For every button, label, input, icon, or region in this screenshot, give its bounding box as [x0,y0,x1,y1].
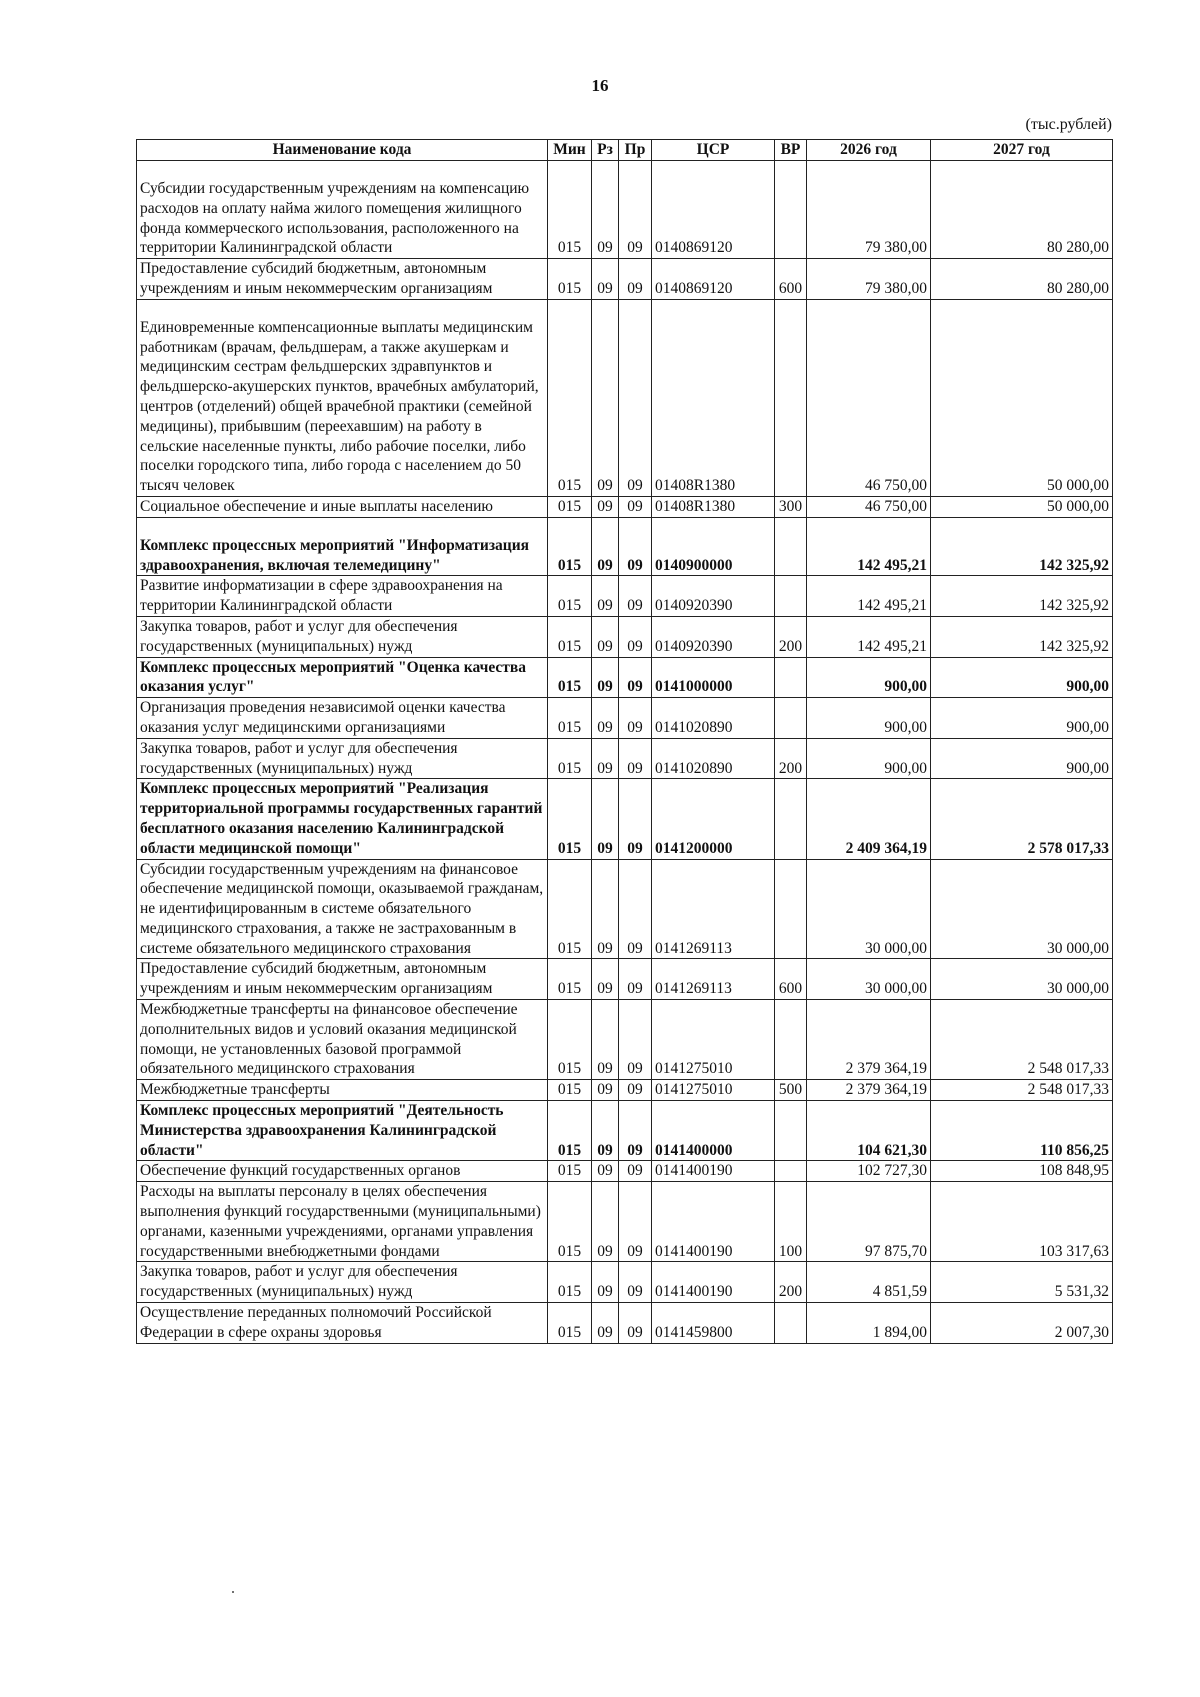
row-2026: 30 000,00 [807,859,931,959]
row-2027: 2 007,30 [931,1303,1113,1344]
row-min: 015 [548,1161,592,1182]
row-csr: 0141459800 [652,1303,775,1344]
row-csr: 0141400190 [652,1182,775,1262]
row-name: Расходы на выплаты персоналу в целях обеспечения выполнения функций государственными (муниципальными) органами, казенными учреждениями, органами управления государственными внебюджетными фондами [137,1182,548,1262]
table-row [137,161,1113,259]
row-csr: 0141269113 [652,859,775,959]
row-pr: 09 [619,1303,652,1344]
row-pr: 09 [619,738,652,779]
row-vr [775,161,807,259]
row-rz: 09 [592,657,619,698]
row-min: 015 [548,1303,592,1344]
row-csr: 01408R1380 [652,299,775,496]
row-rz: 09 [592,959,619,1000]
row-rz: 09 [592,698,619,739]
row-2027: 50 000,00 [931,496,1113,517]
row-2027: 110 856,25 [931,1101,1113,1161]
row-pr: 09 [619,496,652,517]
row-2027: 900,00 [931,738,1113,779]
row-pr: 09 [619,1000,652,1080]
stray-mark [232,1591,234,1593]
row-pr: 09 [619,616,652,657]
row-rz: 09 [592,738,619,779]
row-name: Закупка товаров, работ и услуг для обеспечения государственных (муниципальных) нужд [137,738,548,779]
row-2026: 102 727,30 [807,1161,931,1182]
row-2026: 142 495,21 [807,616,931,657]
table-row [137,859,1113,959]
row-2027: 2 548 017,33 [931,1000,1113,1080]
row-rz: 09 [592,1303,619,1344]
row-vr: 500 [775,1080,807,1101]
row-pr: 09 [619,1080,652,1101]
row-rz: 09 [592,779,619,859]
row-pr: 09 [619,859,652,959]
row-2026: 2 379 364,19 [807,1080,931,1101]
row-csr: 01408R1380 [652,496,775,517]
col-pr-header: Пр [619,140,652,161]
row-2026: 79 380,00 [807,259,931,300]
row-2027: 108 848,95 [931,1161,1113,1182]
table-row [137,657,1113,698]
row-2026: 2 379 364,19 [807,1000,931,1080]
row-rz: 09 [592,1161,619,1182]
row-vr: 300 [775,496,807,517]
row-2027: 142 325,92 [931,517,1113,576]
row-min: 015 [548,496,592,517]
row-2027: 142 325,92 [931,576,1113,617]
col-2027-header: 2027 год [931,140,1113,161]
row-csr: 0141020890 [652,738,775,779]
row-csr: 0141269113 [652,959,775,1000]
row-vr [775,576,807,617]
row-2027: 30 000,00 [931,859,1113,959]
row-2027: 2 548 017,33 [931,1080,1113,1101]
row-csr: 0140900000 [652,517,775,576]
row-vr: 600 [775,259,807,300]
row-rz: 09 [592,616,619,657]
row-vr [775,1000,807,1080]
row-name: Организация проведения независимой оценки качества оказания услуг медицинскими организациями [137,698,548,739]
row-min: 015 [548,259,592,300]
row-vr [775,1161,807,1182]
row-min: 015 [548,1182,592,1262]
row-rz: 09 [592,161,619,259]
table-row [137,517,1113,576]
row-pr: 09 [619,517,652,576]
table-row [137,299,1113,496]
row-2026: 30 000,00 [807,959,931,1000]
row-2026: 2 409 364,19 [807,779,931,859]
row-vr [775,1101,807,1161]
col-min-header: Мин [548,140,592,161]
row-csr: 0140869120 [652,259,775,300]
table-row [137,1101,1113,1161]
row-rz: 09 [592,576,619,617]
table-row [137,1303,1113,1344]
row-min: 015 [548,1000,592,1080]
row-min: 015 [548,1080,592,1101]
row-vr [775,779,807,859]
budget-table [136,139,1113,1344]
row-min: 015 [548,657,592,698]
col-2026-header: 2026 год [807,140,931,161]
row-name: Субсидии государственным учреждениям на компенсацию расходов на оплату найма жилого помещения жилищного фонда коммерческого использования, расположенного на территории Калининградской области [137,161,548,259]
row-2027: 900,00 [931,657,1113,698]
row-min: 015 [548,698,592,739]
row-name: Закупка товаров, работ и услуг для обеспечения государственных (муниципальных) нужд [137,616,548,657]
table-row [137,779,1113,859]
table-row [137,1161,1113,1182]
col-rz-header: Рз [592,140,619,161]
row-2026: 46 750,00 [807,496,931,517]
row-2027: 50 000,00 [931,299,1113,496]
row-pr: 09 [619,1182,652,1262]
row-rz: 09 [592,1182,619,1262]
row-pr: 09 [619,576,652,617]
row-name: Социальное обеспечение и иные выплаты населению [137,496,548,517]
row-name: Межбюджетные трансферты [137,1080,548,1101]
row-vr: 200 [775,1262,807,1303]
row-min: 015 [548,299,592,496]
row-rz: 09 [592,859,619,959]
row-2026: 4 851,59 [807,1262,931,1303]
row-vr [775,517,807,576]
row-min: 015 [548,779,592,859]
row-rz: 09 [592,517,619,576]
row-2026: 1 894,00 [807,1303,931,1344]
row-name: Развитие информатизации в сфере здравоохранения на территории Калининградской области [137,576,548,617]
row-csr: 0140920390 [652,576,775,617]
row-pr: 09 [619,299,652,496]
row-2026: 142 495,21 [807,517,931,576]
table-row [137,1262,1113,1303]
row-min: 015 [548,959,592,1000]
units-note: (тыс.рублей) [1025,116,1112,133]
row-2027: 80 280,00 [931,161,1113,259]
row-pr: 09 [619,959,652,1000]
row-name: Единовременные компенсационные выплаты медицинским работникам (врачам, фельдшерам, а также акушеркам и медицинским сестрам фельдшерских здравпунктов и фельдшерско-акушерских пунктов, врачебных амбулаторий, центров (отделений) общей врачебной практики (семейной медицины), прибывшим (переехавшим) на работу в сельские населенные пункты, либо рабочие поселки, либо поселки городского типа, либо города с населением до 50 тысяч человек [137,299,548,496]
row-2026: 79 380,00 [807,161,931,259]
row-vr [775,657,807,698]
table-header-row [137,140,1113,161]
row-pr: 09 [619,1161,652,1182]
table-row [137,738,1113,779]
table-row [137,576,1113,617]
row-csr: 0141275010 [652,1000,775,1080]
row-name: Предоставление субсидий бюджетным, автономным учреждениям и иным некоммерческим организациям [137,259,548,300]
table-row [137,496,1113,517]
row-pr: 09 [619,779,652,859]
row-name: Закупка товаров, работ и услуг для обеспечения государственных (муниципальных) нужд [137,1262,548,1303]
row-2027: 5 531,32 [931,1262,1113,1303]
row-rz: 09 [592,496,619,517]
row-name: Осуществление переданных полномочий Российской Федерации в сфере охраны здоровья [137,1303,548,1344]
row-name: Комплекс процессных мероприятий "Реализация территориальной программы государственных гарантий бесплатного оказания населению Калининградской области медицинской помощи" [137,779,548,859]
table-row [137,616,1113,657]
row-vr: 100 [775,1182,807,1262]
table-row [137,1182,1113,1262]
row-name: Комплекс процессных мероприятий "Оценка качества оказания услуг" [137,657,548,698]
row-2027: 30 000,00 [931,959,1113,1000]
row-2026: 142 495,21 [807,576,931,617]
row-csr: 0141020890 [652,698,775,739]
row-csr: 0141275010 [652,1080,775,1101]
row-csr: 0141400190 [652,1262,775,1303]
row-2026: 900,00 [807,738,931,779]
table-row [137,959,1113,1000]
row-pr: 09 [619,161,652,259]
row-rz: 09 [592,1262,619,1303]
col-name-header: Наименование кода [137,140,548,161]
row-csr: 0140869120 [652,161,775,259]
row-2027: 142 325,92 [931,616,1113,657]
row-csr: 0141200000 [652,779,775,859]
row-2027: 103 317,63 [931,1182,1113,1262]
row-2026: 900,00 [807,698,931,739]
row-csr: 0141400190 [652,1161,775,1182]
row-name: Комплекс процессных мероприятий "Деятельность Министерства здравоохранения Калининградской области" [137,1101,548,1161]
row-vr [775,1303,807,1344]
row-rz: 09 [592,1000,619,1080]
row-2026: 46 750,00 [807,299,931,496]
row-vr: 200 [775,616,807,657]
row-vr [775,859,807,959]
table-row [137,1080,1113,1101]
row-2026: 97 875,70 [807,1182,931,1262]
row-min: 015 [548,616,592,657]
row-pr: 09 [619,259,652,300]
table-row [137,259,1113,300]
row-min: 015 [548,1101,592,1161]
row-name: Предоставление субсидий бюджетным, автономным учреждениям и иным некоммерческим организациям [137,959,548,1000]
row-pr: 09 [619,1101,652,1161]
row-pr: 09 [619,657,652,698]
table-row [137,698,1113,739]
row-name: Комплекс процессных мероприятий "Информатизация здравоохранения, включая телемедицину" [137,517,548,576]
col-csr-header: ЦСР [652,140,775,161]
row-min: 015 [548,161,592,259]
row-rz: 09 [592,1080,619,1101]
row-rz: 09 [592,1101,619,1161]
row-name: Субсидии государственным учреждениям на финансовое обеспечение медицинской помощи, оказываемой гражданам, не идентифицированным в системе обязательного медицинского страхования, а также не застрахованным в системе обязательного медицинского страхования [137,859,548,959]
row-csr: 0141400000 [652,1101,775,1161]
row-csr: 0141000000 [652,657,775,698]
row-min: 015 [548,576,592,617]
row-2026: 900,00 [807,657,931,698]
row-rz: 09 [592,259,619,300]
row-vr: 600 [775,959,807,1000]
row-rz: 09 [592,299,619,496]
row-name: Межбюджетные трансферты на финансовое обеспечение дополнительных видов и условий оказания медицинской помощи, не установленных базовой программой обязательного медицинского страхования [137,1000,548,1080]
row-name: Обеспечение функций государственных органов [137,1161,548,1182]
table-row [137,1000,1113,1080]
row-min: 015 [548,859,592,959]
row-vr [775,299,807,496]
row-2027: 900,00 [931,698,1113,739]
row-min: 015 [548,517,592,576]
row-csr: 0140920390 [652,616,775,657]
page-number: 16 [591,76,609,95]
row-min: 015 [548,738,592,779]
row-min: 015 [548,1262,592,1303]
row-2027: 80 280,00 [931,259,1113,300]
row-vr: 200 [775,738,807,779]
col-vr-header: ВР [775,140,807,161]
row-2026: 104 621,30 [807,1101,931,1161]
row-pr: 09 [619,698,652,739]
row-2027: 2 578 017,33 [931,779,1113,859]
row-vr [775,698,807,739]
row-pr: 09 [619,1262,652,1303]
